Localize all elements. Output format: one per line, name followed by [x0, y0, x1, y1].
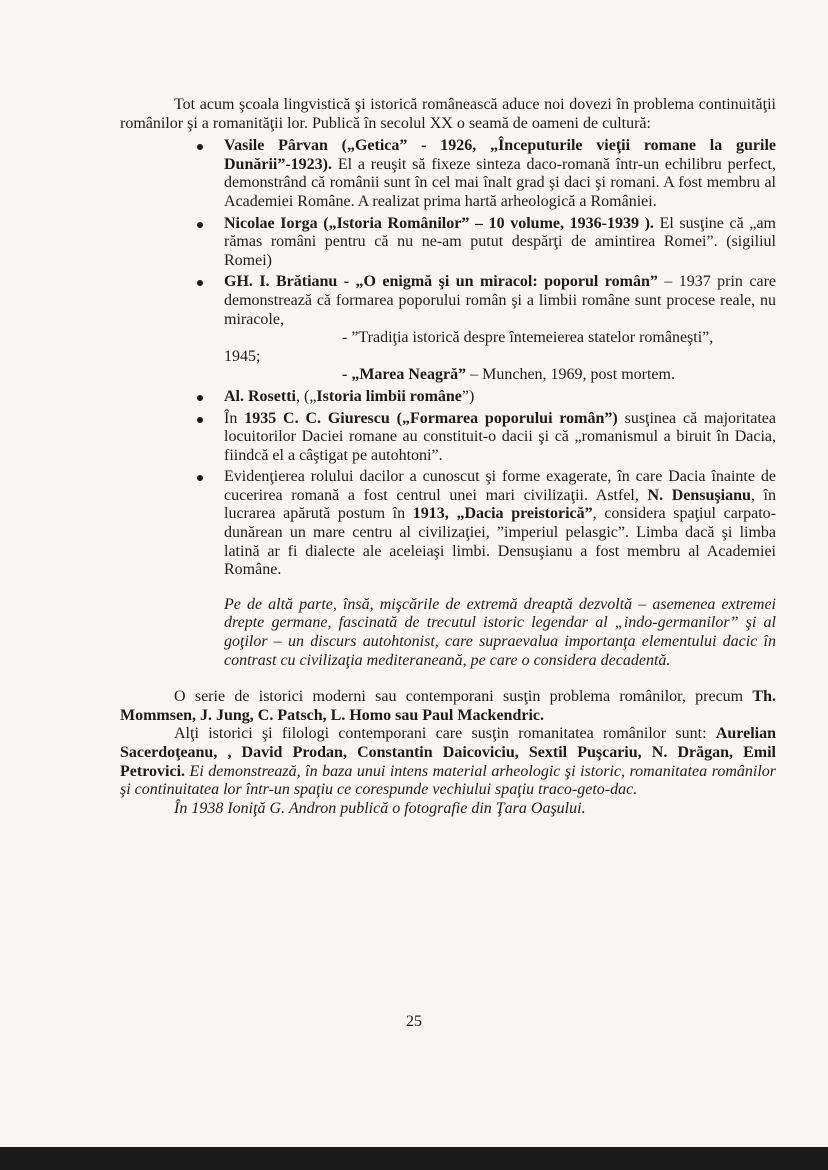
sub-item-text: – Munchen, 1969, post mortem. [466, 366, 675, 384]
item-text: , („ [295, 387, 317, 405]
sub-item-marea-neagra [224, 366, 776, 385]
item-text: ”) [461, 387, 475, 405]
item-bold: N. Densuşianu [647, 486, 751, 504]
item-text: susţinea că majoritatea locuitorilor Daciei romane au constituit-o dacii şi că „romanismul a biruit în Dacia, fiindcă el a câştigat pe autohtoni”. [224, 409, 776, 464]
item-bold: Vasile Pârvan („Getica” - 1926, „Începuturile vieţii romane la gurile Dunării”-1923). [224, 137, 776, 173]
item-bold: 1913, „Dacia preistorică” [412, 505, 593, 523]
bullet-icon [197, 475, 203, 481]
page-number: 25 [406, 1013, 422, 1030]
document-page [120, 96, 776, 818]
paragraph-text: Alţi istorici şi filologi contemporani care susţin romanitatea românilor sunt: [174, 725, 716, 743]
andron-paragraph [120, 800, 776, 819]
bullet-icon [197, 395, 203, 401]
paragraph-italic: În 1938 Ioniţă G. Andron publică o fotografie din Ţara Oaşului. [174, 799, 586, 817]
sub-item-bold: - „Marea Neagră” [342, 366, 467, 384]
list-item [224, 215, 776, 271]
scholars-list [120, 137, 776, 580]
item-bold: Istoria limbii române [316, 387, 462, 405]
item-text: – 1937 prin care demonstrează că formarea poporului român şi a limbii române sunt procese reale, nu miracole, [224, 273, 777, 328]
item-text: Evidenţierea rolului dacilor a cunoscut şi forme exagerate, în care Dacia înainte de cucerirea romană a fost centrul unei mari civilizaţii. Astfel, [224, 468, 776, 504]
bullet-icon [197, 280, 203, 286]
list-item [224, 410, 776, 466]
item-text: , în lucrarea apărută postum în [224, 486, 776, 523]
list-item [224, 273, 776, 385]
italic-quote: Pe de altă parte, însă, mişcările de extremă dreaptă dezvoltă – asemenea extremei drepte germane, fascinată de trecutul istoric legendar al „indo-germanilor” şi al goţilor – un discurs autohtonist, care supraevalua importanţa elementului dacic în contrast cu civilizaţia mediteraneană, pe care o considera decadentă. [224, 595, 776, 669]
list-item [224, 388, 776, 407]
sub-item-year: 1945; [224, 347, 261, 365]
item-bold: Nicolae Iorga („Istoria Românilor” – 10 volume, 1936-1939 ). [224, 214, 654, 232]
paragraph-bold: Aurelian Sacerdoţeanu, , David Prodan, Constantin Daicoviciu, Sextil Puşcariu, N. Drăgan, Emil Petrovici. [120, 725, 776, 780]
item-bold: 1935 C. C. Giurescu („Formarea poporului român”) [244, 409, 618, 427]
bullet-icon [197, 222, 203, 228]
item-text: , considera spaţiul carpato-dunărean un mare centru al civilizaţiei, ”imperiul pelasgic”. Limba dacă şi limba latină ar fi dialecte ale aceleiaşi limbi. Densuşianu a fost membru al Academiei Române. [224, 505, 776, 579]
moderns-paragraph [120, 688, 776, 725]
paragraph-italic: Ei demonstrează, în baza unui intens material arheologic şi istoric, romanitatea românilor şi continuitatea lor într-un spaţiu ce corespunde vechiului spaţiu traco-geto-dac. [120, 762, 776, 799]
item-bold: GH. I. Brătianu - „O enigmă şi un miracol: poporul român” [224, 273, 658, 291]
intro-paragraph: Tot acum şcoala lingvistică şi istorică românească aduce noi dovezi în problema continuităţii românilor şi a romanităţii lor. Publică în secolul XX o seamă de oameni de cultură: [120, 96, 776, 132]
item-text: El susţine că „am rămas români pentru că nu ne-am putut despărţi de amintirea Romei”. (sigiliul Romei) [224, 214, 776, 269]
paragraph-bold: Th. Mommsen, J. Jung, C. Patsch, L. Homo sau Paul Mackendric. [120, 688, 776, 724]
bullet-icon [197, 144, 203, 150]
item-text: El a reuşit să fixeze sinteza daco-romană într-un echilibru perfect, demonstrând că românii sunt în cel mai înalt grad şi daci şi romani. A fost membru al Academiei Române. A realizat prima hartă arheologică a României. [224, 155, 776, 210]
paragraph-text: O serie de istorici moderni sau contemporani susţin problema românilor, precum [174, 688, 753, 706]
item-text: În [224, 409, 245, 427]
sub-item-text: - ”Tradiţia istorică despre întemeierea statelor româneşti”, [342, 329, 714, 347]
list-item [224, 137, 776, 211]
sub-item-traditia [224, 329, 776, 366]
scan-edge-bar [0, 1147, 828, 1170]
list-item [224, 468, 776, 580]
contemporaries-paragraph [120, 725, 776, 799]
item-bold: Al. Rosetti [224, 387, 296, 405]
bullet-icon [197, 417, 203, 423]
